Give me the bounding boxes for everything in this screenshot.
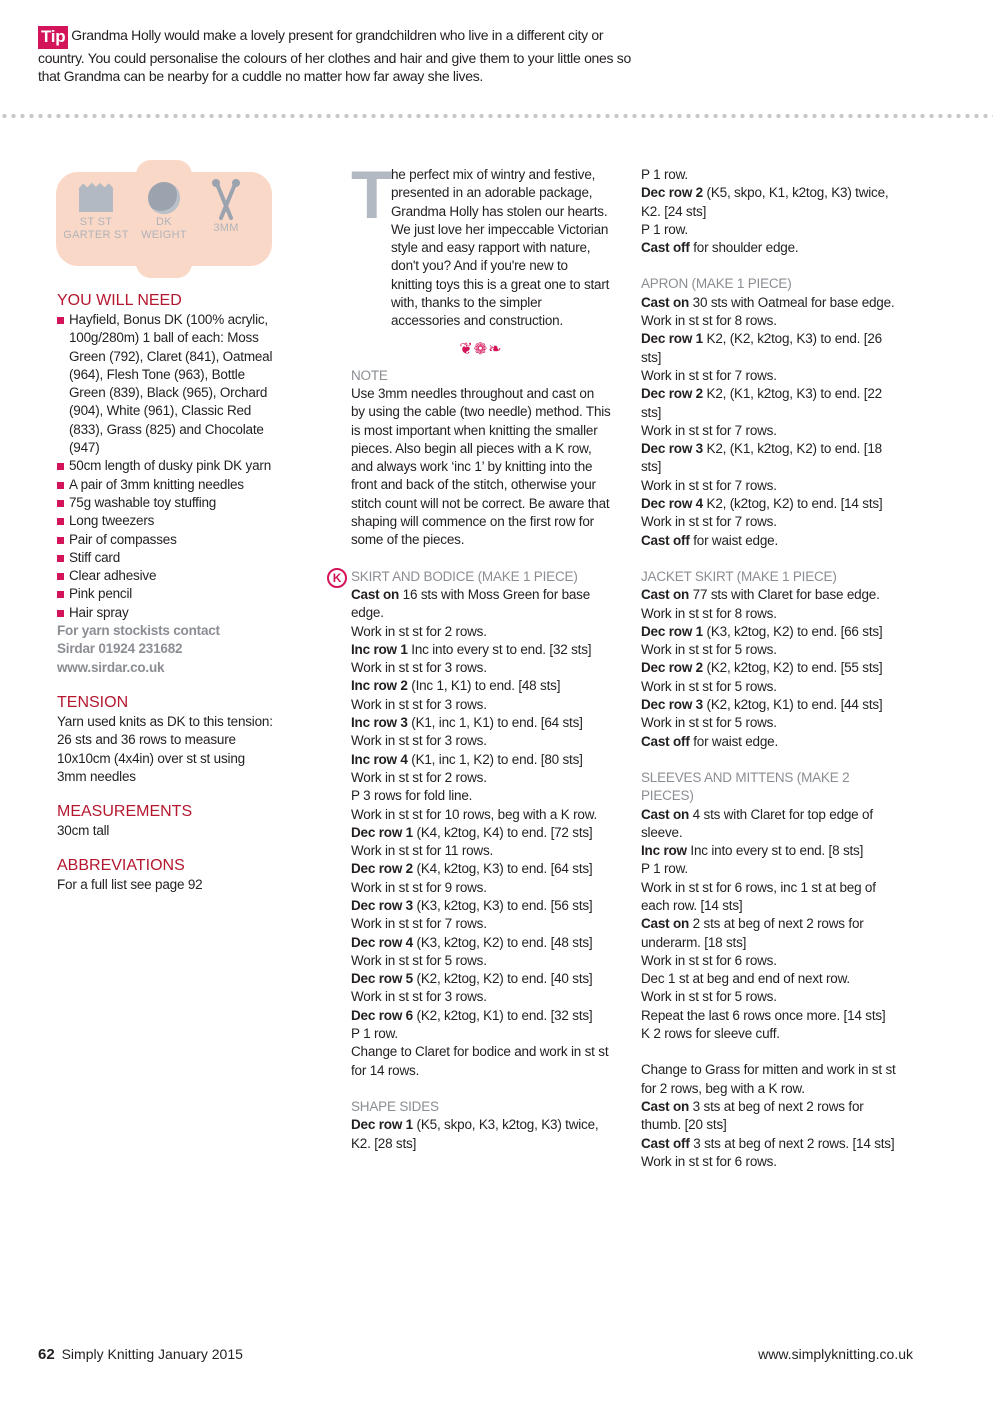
- instruction-line: [641, 806, 901, 843]
- instruction-keyword: Dec row 6: [351, 1007, 413, 1023]
- instruction-line: [641, 239, 901, 257]
- abbreviations-heading: ABBREVIATIONS: [57, 857, 185, 875]
- knit-k-icon: K: [327, 568, 347, 588]
- instruction-text: (K5, skpo, K1, k2tog, K3) twice, K2. [24 sts]: [641, 185, 889, 219]
- list-item: Clear adhesive: [57, 567, 277, 585]
- sleeves-heading: SLEEVES AND MITTENS (MAKE 2 PIECES): [641, 769, 850, 804]
- instruction-text: Work in st st for 2 rows.: [351, 769, 487, 785]
- list-item: 50cm length of dusky pink DK yarn: [57, 457, 277, 475]
- instruction-line: [351, 952, 611, 970]
- instruction-text: 3 sts at beg of next 2 rows for thumb. [20 sts]: [641, 1098, 864, 1133]
- footer-left: [38, 1346, 243, 1363]
- instruction-keyword: Inc row 4: [351, 751, 408, 767]
- instruction-line: [351, 732, 611, 750]
- instruction-text: Change to Claret for bodice and work in st st for 14 rows.: [351, 1044, 609, 1078]
- instruction-line: [351, 860, 611, 878]
- instruction-keyword: Dec row 4: [641, 496, 703, 512]
- instruction-text: 30 sts with Oatmeal for base edge.: [689, 294, 895, 310]
- skirt-heading: SKIRT AND BODICE (MAKE 1 PIECE): [351, 568, 578, 584]
- instruction-line: [641, 1098, 901, 1135]
- instruction-text: (K2, k2tog, K2) to end. [55 sts]: [702, 660, 883, 676]
- instruction-keyword: Dec row 2: [641, 386, 703, 402]
- instruction-text: Inc into every st to end. [32 sts]: [407, 641, 592, 657]
- instruction-text: Work in st st for 6 rows, inc 1 st at beg of each row. [14 sts]: [641, 879, 876, 913]
- tip-badge: Tip: [38, 26, 68, 49]
- note-text: Use 3mm needles throughout and cast on by using the cable (two needle) method. This is most important when knitting the smaller pieces. Also begin all pieces with a K row, and always work ‘inc 1’ by knitting into the front and back of the stitch, otherwise your stitch count will not be correct. Be aware that shaping will commence on the first row for some of the pieces.: [351, 385, 611, 548]
- instruction-text: Work in st st for 5 rows.: [641, 678, 777, 694]
- instruction-line: [641, 623, 901, 641]
- instruction-keyword: Dec row 4: [351, 934, 413, 950]
- instruction-line: [641, 513, 901, 531]
- instruction-text: for shoulder edge.: [689, 240, 799, 256]
- instruction-line: [641, 166, 901, 184]
- skirt-heading-row: [332, 568, 611, 586]
- instruction-keyword: Cast on: [641, 806, 690, 822]
- instruction-line: [641, 495, 901, 513]
- instruction-line: [641, 312, 901, 330]
- abbreviations-text: For a full list see page 92: [57, 877, 203, 893]
- list-item: Hair spray: [57, 604, 277, 622]
- tension-text: Yarn used knits as DK to this tension: 26 sts and 36 rows to measure 10x10cm (4x4in) over st st using 3mm needles: [57, 713, 273, 784]
- instruction-keyword: Dec row 5: [351, 971, 413, 987]
- instruction-text: P 1 row.: [641, 861, 688, 877]
- you-will-need-heading: YOU WILL NEED: [57, 292, 182, 309]
- instruction-text: P 1 row.: [641, 221, 688, 237]
- instruction-line: [641, 1007, 901, 1025]
- instruction-text: for waist edge.: [689, 532, 779, 548]
- instruction-keyword: Dec row 2: [351, 861, 413, 877]
- instruction-line: [641, 440, 901, 477]
- instruction-text: Change to Grass for mitten and work in st st for 2 rows, beg with a K row.: [641, 1062, 896, 1096]
- instruction-keyword: Cast off: [641, 733, 690, 749]
- instruction-line: [641, 294, 901, 312]
- instruction-line: [351, 897, 611, 915]
- bodice-continued-instructions: [641, 166, 901, 257]
- instruction-line: [641, 659, 901, 677]
- instruction-line: [641, 605, 901, 623]
- instruction-text: 4 sts with Claret for top edge of sleeve.: [641, 806, 873, 840]
- instruction-text: P 3 rows for fold line.: [351, 788, 473, 804]
- instruction-text: Repeat the last 6 rows once more. [14 sts]: [641, 1007, 886, 1023]
- instruction-keyword: Cast off: [641, 240, 690, 256]
- instruction-text: (Inc 1, K1) to end. [48 sts]: [407, 678, 561, 694]
- list-item: Pink pencil: [57, 585, 277, 603]
- instruction-text: Work in st st for 5 rows.: [641, 715, 777, 731]
- instruction-line: [351, 714, 611, 732]
- instruction-text: Dec 1 st at beg and end of next row.: [641, 971, 850, 987]
- instruction-text: (K2, k2tog, K2) to end. [40 sts]: [412, 971, 593, 987]
- list-item: Long tweezers: [57, 512, 277, 530]
- instruction-text: 16 sts with Moss Green for base edge.: [351, 586, 591, 621]
- instruction-text: P 1 row.: [641, 167, 688, 182]
- instruction-line: [641, 1061, 901, 1098]
- instruction-text: Work in st st for 5 rows.: [351, 952, 487, 968]
- instruction-keyword: Dec row 3: [641, 441, 703, 457]
- shape-sides-instructions: [351, 1116, 611, 1153]
- intro-text: he perfect mix of wintry and festive, presented in an adorable package, Grandma Holly has stolen our hearts. We just love her impeccable Victorian style and easy rapport with nature, don't you? And if you're new to knitting toys this is a great one to start with, thanks to the simpler accessories and construction.: [391, 167, 610, 329]
- instruction-text: K2, (K2, k2tog, K3) to end. [26 sts]: [641, 331, 882, 365]
- instruction-text: (K2, k2tog, K1) to end. [32 sts]: [412, 1007, 593, 1023]
- needles-icon: [209, 178, 243, 222]
- instruction-text: Work in st st for 7 rows.: [351, 916, 487, 932]
- instruction-line: [641, 1025, 901, 1043]
- instruction-keyword: Cast on: [641, 294, 690, 310]
- intro: [351, 157, 611, 331]
- instruction-line: [641, 879, 901, 916]
- list-item: 75g washable toy stuffing: [57, 494, 277, 512]
- apron-instructions: [641, 294, 901, 550]
- instruction-keyword: Cast on: [641, 1098, 690, 1114]
- instruction-keyword: Dec row 3: [641, 697, 703, 713]
- instruction-text: 3 sts at beg of next 2 rows. [14 sts]: [689, 1135, 895, 1151]
- instruction-text: 77 sts with Claret for base edge.: [689, 587, 880, 603]
- instruction-text: for waist edge.: [689, 733, 779, 749]
- instruction-keyword: Cast off: [641, 532, 690, 548]
- yarn-ball-icon: [148, 182, 180, 214]
- instruction-keyword: Cast on: [641, 916, 690, 932]
- instruction-line: [351, 1116, 611, 1153]
- instruction-line: [351, 824, 611, 842]
- instruction-text: Work in st st for 10 rows, beg with a K row.: [351, 806, 598, 822]
- instruction-text: Work in st st for 7 rows.: [641, 422, 777, 438]
- shape-sides-heading: SHAPE SIDES: [351, 1098, 439, 1114]
- instruction-line: [641, 184, 901, 221]
- instruction-line: [351, 842, 611, 860]
- instruction-text: Inc into every st to end. [8 sts]: [686, 843, 864, 859]
- instruction-keyword: Inc row 3: [351, 715, 408, 731]
- instruction-text: (K3, k2tog, K2) to end. [66 sts]: [702, 623, 883, 639]
- instruction-text: 2 sts at beg of next 2 rows for underarm. [18 sts]: [641, 916, 864, 950]
- skirt-instructions: [351, 586, 611, 1080]
- instruction-line: [351, 696, 611, 714]
- instruction-keyword: Inc row 1: [351, 641, 408, 657]
- instruction-keyword: Inc row: [641, 843, 687, 859]
- instruction-text: Work in st st for 11 rows.: [351, 843, 494, 859]
- stockists-website[interactable]: www.sirdar.co.uk: [57, 659, 165, 675]
- tip-text: Grandma Holly would make a lovely present for grandchildren who live in a different city or country. You could personalise the colours of her clothes and hair and give them to your little ones so that Grandma can be nearby for a cuddle no matter how far away she lives.: [38, 27, 631, 84]
- instruction-line: [351, 915, 611, 933]
- instruction-text: (K1, inc 1, K1) to end. [64 sts]: [407, 715, 583, 731]
- right-column: [641, 166, 901, 1171]
- instruction-line: [641, 1135, 901, 1153]
- instruction-line: [641, 477, 901, 495]
- instruction-line: [351, 806, 611, 824]
- instruction-text: Work in st st for 3 rows.: [351, 733, 487, 749]
- sleeves-instructions: [641, 806, 901, 1044]
- footer-website[interactable]: www.simplyknitting.co.uk: [758, 1346, 913, 1362]
- instruction-text: Work in st st for 9 rows.: [351, 879, 487, 895]
- instruction-text: Work in st st for 7 rows.: [641, 514, 777, 530]
- instruction-line: [641, 970, 901, 988]
- instruction-line: [351, 879, 611, 897]
- instruction-line: [351, 934, 611, 952]
- tip-box: [38, 26, 648, 85]
- instruction-line: [351, 641, 611, 659]
- instruction-line: [641, 330, 901, 367]
- list-item: Hayfield, Bonus DK (100% acrylic, 100g/280m) 1 ball of each: Moss Green (792), Claret (841), Oatmeal (964), Flesh Tone (963), Bottle Green (839), Black (965), Orchard (904), White (961), Classic Red (833), Grass (825) and Chocolate (947): [57, 311, 277, 457]
- instruction-text: (K5, skpo, K3, k2tog, K3) twice, K2. [28 sts]: [351, 1117, 599, 1151]
- instruction-line: [641, 678, 901, 696]
- magazine-issue: Simply Knitting January 2015: [61, 1346, 243, 1362]
- instruction-text: Work in st st for 8 rows.: [641, 605, 777, 621]
- instruction-keyword: Dec row 3: [351, 897, 413, 913]
- instruction-line: [641, 733, 901, 751]
- instruction-text: Work in st st for 6 rows.: [641, 952, 777, 968]
- instruction-keyword: Cast off: [641, 1135, 690, 1151]
- page-number: 62: [38, 1346, 55, 1363]
- instruction-keyword: Dec row 1: [351, 1117, 413, 1133]
- instruction-text: (K1, inc 1, K2) to end. [80 sts]: [407, 751, 583, 767]
- instruction-text: (K4, k2tog, K3) to end. [64 sts]: [412, 861, 593, 877]
- instruction-text: (K3, k2tog, K2) to end. [48 sts]: [412, 934, 593, 950]
- measurements-text: 30cm tall: [57, 823, 110, 839]
- instruction-text: Work in st st for 3 rows.: [351, 660, 487, 676]
- instruction-line: [641, 641, 901, 659]
- instruction-line: [351, 751, 611, 769]
- instruction-line: [351, 769, 611, 787]
- instruction-line: [351, 677, 611, 695]
- instruction-line: [641, 586, 901, 604]
- instruction-line: [351, 1007, 611, 1025]
- instruction-line: [641, 696, 901, 714]
- instruction-line: [351, 1025, 611, 1043]
- flourish-ornament: ❦❁❧: [459, 340, 503, 358]
- instruction-line: [641, 842, 901, 860]
- instruction-line: [351, 623, 611, 641]
- instruction-line: [641, 532, 901, 550]
- list-item: A pair of 3mm knitting needles: [57, 476, 277, 494]
- instruction-text: Work in st st for 2 rows.: [351, 623, 487, 639]
- dotted-divider: [0, 112, 993, 120]
- instruction-line: [351, 787, 611, 805]
- weight-info: DK WEIGHT: [128, 182, 200, 242]
- instruction-line: [641, 988, 901, 1006]
- measurements-heading: MEASUREMENTS: [57, 803, 193, 821]
- instruction-text: (K3, k2tog, K3) to end. [56 sts]: [412, 897, 593, 913]
- list-item: Pair of compasses: [57, 531, 277, 549]
- instruction-keyword: Dec row 1: [641, 331, 703, 347]
- drop-cap: T: [351, 157, 393, 233]
- stitch-icon: [79, 182, 113, 212]
- instruction-keyword: Cast on: [641, 587, 690, 603]
- instruction-text: Work in st st for 3 rows.: [351, 696, 487, 712]
- instruction-line: [351, 659, 611, 677]
- mittens-instructions: [641, 1061, 901, 1171]
- instruction-text: (K2, k2tog, K1) to end. [44 sts]: [702, 697, 883, 713]
- jacket-skirt-heading: JACKET SKIRT (MAKE 1 PIECE): [641, 568, 837, 584]
- instruction-text: (K4, k2tog, K4) to end. [72 sts]: [412, 824, 593, 840]
- instruction-line: [641, 422, 901, 440]
- tension-heading: TENSION: [57, 693, 129, 711]
- instruction-text: Work in st st for 3 rows.: [351, 989, 487, 1005]
- instruction-text: K2, (K1, k2tog, K2) to end. [18 sts]: [641, 441, 882, 475]
- instruction-line: [351, 1043, 611, 1080]
- stitch-info: ST ST GARTER ST: [60, 182, 132, 242]
- instruction-text: Work in st st for 7 rows.: [641, 477, 777, 493]
- needle-info: 3MM: [190, 182, 262, 235]
- left-column: [57, 291, 277, 895]
- instruction-keyword: Dec row 2: [641, 185, 703, 201]
- instruction-line: [641, 915, 901, 952]
- instruction-keyword: Cast on: [351, 586, 400, 602]
- instruction-text: K2, (k2tog, K2) to end. [14 sts]: [702, 496, 883, 512]
- instruction-keyword: Inc row 2: [351, 678, 408, 694]
- instruction-text: Work in st st for 5 rows.: [641, 989, 777, 1005]
- middle-column: [332, 157, 611, 1153]
- instruction-text: Work in st st for 8 rows.: [641, 313, 777, 329]
- instruction-line: [641, 1153, 901, 1171]
- instruction-line: [641, 952, 901, 970]
- instruction-line: [351, 970, 611, 988]
- instruction-line: [641, 714, 901, 732]
- instruction-text: K 2 rows for sleeve cuff.: [641, 1026, 780, 1042]
- pattern-info-badge: [56, 160, 272, 278]
- instruction-keyword: Dec row 1: [351, 824, 413, 840]
- jacket-skirt-instructions: [641, 586, 901, 751]
- instruction-text: Work in st st for 6 rows.: [641, 1153, 777, 1169]
- instruction-line: [641, 860, 901, 878]
- stockists-phone: Sirdar 01924 231682: [57, 641, 183, 657]
- list-item: Stiff card: [57, 549, 277, 567]
- instruction-line: [641, 367, 901, 385]
- instruction-keyword: Dec row 2: [641, 660, 703, 676]
- instruction-keyword: Dec row 1: [641, 623, 703, 639]
- apron-heading: APRON (MAKE 1 PIECE): [641, 276, 792, 292]
- instruction-line: [351, 586, 611, 623]
- note-heading: NOTE: [351, 367, 388, 383]
- instruction-text: Work in st st for 7 rows.: [641, 367, 777, 383]
- stockists-line: For yarn stockists contact: [57, 623, 220, 639]
- instruction-line: [641, 221, 901, 239]
- instruction-text: K2, (K1, k2tog, K3) to end. [22 sts]: [641, 386, 882, 420]
- instruction-line: [351, 988, 611, 1006]
- instruction-text: P 1 row.: [351, 1026, 398, 1042]
- instruction-line: [641, 385, 901, 422]
- materials-list: [57, 311, 277, 622]
- instruction-text: Work in st st for 5 rows.: [641, 642, 777, 658]
